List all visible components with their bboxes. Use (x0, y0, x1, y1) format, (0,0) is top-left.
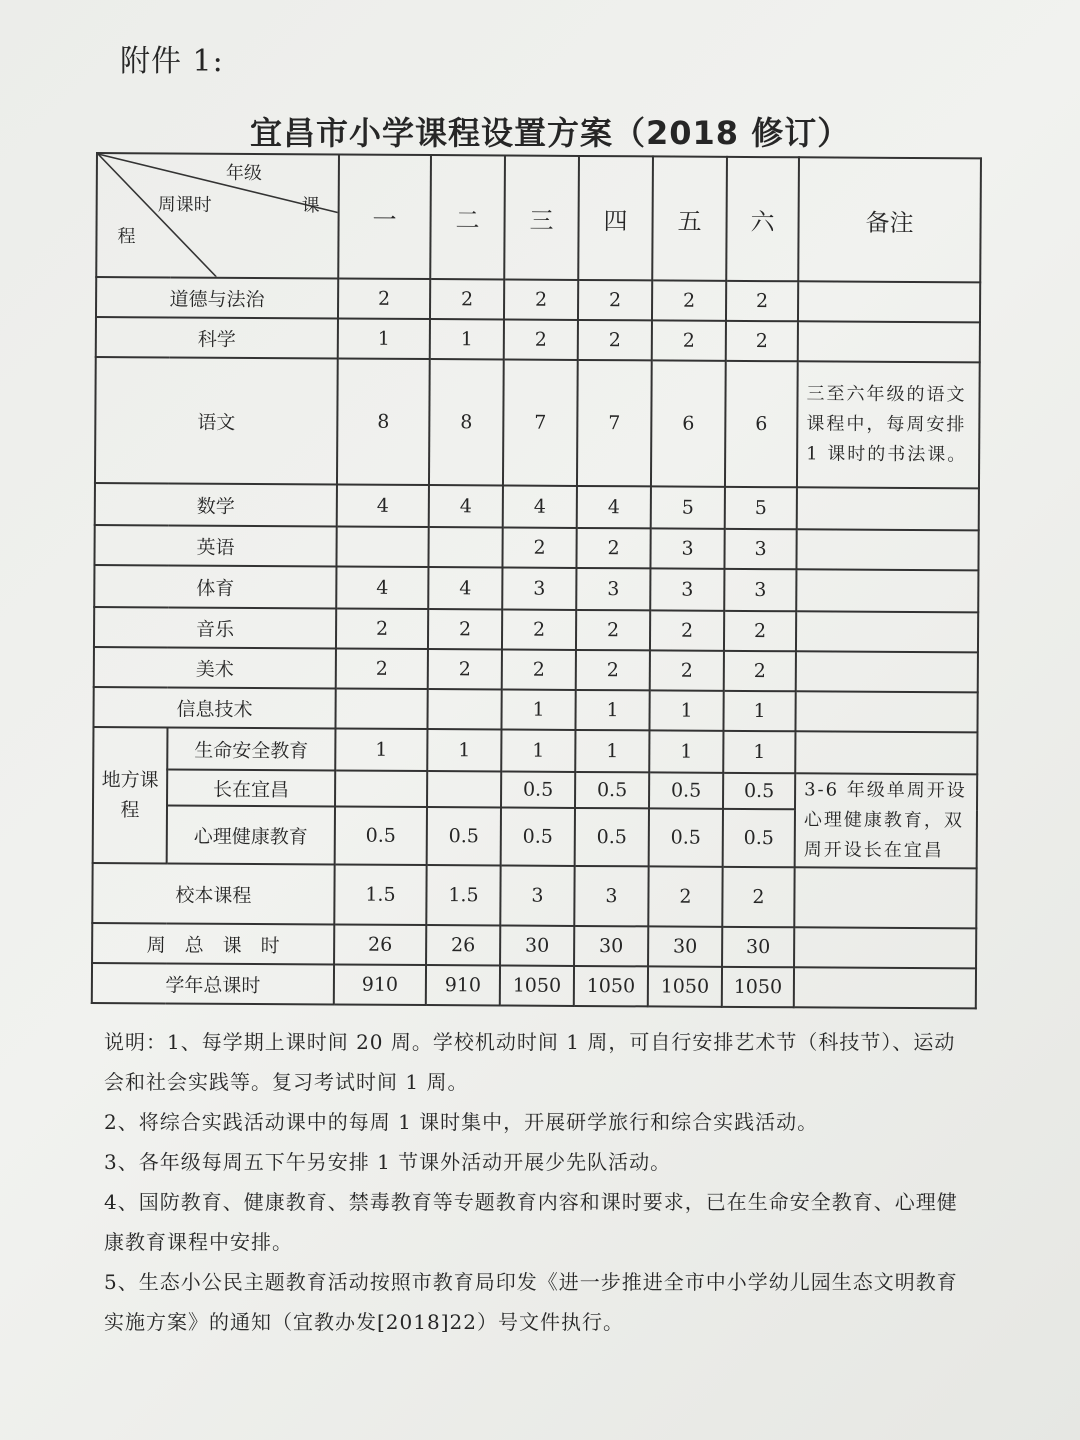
table-row (95, 357, 980, 488)
hours-cell: 2 (578, 320, 652, 360)
hours-cell: 3 (502, 567, 576, 609)
course-name: 生命安全教育 (167, 727, 335, 770)
remark-cell (798, 321, 980, 362)
hours-cell: 4 (429, 485, 503, 527)
local-course-group-label: 地方课程 (93, 727, 168, 863)
total-cell: 30 (500, 925, 574, 965)
total-cell: 1050 (648, 966, 722, 1006)
hours-cell: 2 (336, 608, 428, 649)
table-row (94, 565, 978, 612)
table-row (93, 769, 977, 810)
remark-header: 备注 (798, 157, 981, 282)
hours-cell: 4 (503, 485, 577, 527)
course-name: 长在宜昌 (167, 769, 335, 806)
hours-cell: 2 (722, 867, 794, 927)
annual-total-row (92, 963, 976, 1008)
hours-cell: 2 (430, 279, 504, 319)
hours-cell (428, 527, 502, 567)
table-row (96, 277, 980, 322)
hours-cell (335, 770, 427, 807)
hours-cell: 2 (576, 650, 650, 690)
total-cell: 26 (426, 925, 500, 965)
grade-5-header: 五 (652, 156, 727, 280)
grade-6-header: 六 (726, 157, 799, 281)
course-name: 道德与法治 (96, 277, 338, 318)
remark-cell (794, 867, 976, 928)
corner-header-cell (96, 153, 339, 278)
hours-cell: 1.5 (426, 865, 500, 925)
course-name: 语文 (95, 357, 338, 484)
total-cell: 1050 (500, 965, 574, 1005)
hours-cell: 5 (651, 486, 725, 528)
course-name: 数学 (95, 483, 337, 526)
grade-3-header: 三 (504, 155, 579, 279)
hours-cell: 2 (578, 280, 652, 320)
note-item: 4、国防教育、健康教育、禁毒教育等专题教育内容和课时要求，已在生命安全教育、心理健康教育课程中安排。 (104, 1190, 958, 1254)
hours-cell: 4 (428, 567, 502, 609)
hours-cell: 0.5 (501, 771, 575, 807)
course-name: 体育 (94, 565, 336, 608)
hours-cell: 2 (504, 279, 578, 319)
hours-cell: 2 (652, 320, 726, 360)
hours-cell: 3 (650, 568, 724, 610)
note-item: 2、将综合实践活动课中的每周 1 课时集中，开展研学旅行和综合实践活动。 (104, 1110, 819, 1134)
hours-cell: 2 (724, 651, 796, 691)
hours-cell: 3 (724, 569, 796, 611)
hours-cell: 1 (430, 319, 504, 359)
total-cell: 26 (334, 924, 426, 965)
table-row (93, 687, 977, 732)
remark-cell (794, 927, 976, 968)
remark-cell (796, 569, 978, 612)
hours-cell: 2 (502, 609, 576, 649)
remark-cell (796, 651, 978, 692)
hours-cell: 2 (504, 319, 578, 359)
course-name: 信息技术 (93, 687, 335, 728)
remark-local: 3-6 年级单周开设心理健康教育，双周开设长在宜昌 (795, 773, 978, 868)
course-name: 校本课程 (92, 863, 334, 924)
hours-cell: 4 (337, 484, 429, 527)
remark-cell (795, 691, 977, 732)
total-cell: 30 (722, 927, 794, 967)
table-row (94, 525, 978, 570)
hours-cell (336, 526, 428, 567)
remark-cell (797, 487, 979, 530)
table-row (95, 483, 979, 530)
table-row (96, 317, 980, 362)
hours-cell: 0.5 (575, 808, 649, 866)
note-item: 说明：1、每学期上课时间 20 周。学校机动时间 1 周，可自行安排艺术节（科技节）、运动会和社会实践等。复习考试时间 1 周。 (104, 1030, 956, 1094)
course-name: 英语 (94, 525, 336, 566)
corner-ke-label: 课 (301, 195, 320, 217)
table-row (92, 863, 976, 928)
corner-grade-label: 年级 (225, 162, 262, 185)
hours-cell: 0.5 (501, 807, 575, 865)
hours-cell: 5 (725, 487, 797, 529)
hours-cell: 2 (502, 649, 576, 689)
page-title: 宜昌市小学课程设置方案（2018 修订） (250, 114, 851, 152)
curriculum-table (91, 152, 982, 1009)
remark-cell (795, 731, 977, 774)
hours-cell: 7 (577, 360, 652, 486)
attachment-label: 附件 1: (120, 44, 224, 79)
course-name: 美术 (94, 647, 336, 688)
hours-cell: 0.5 (335, 806, 427, 865)
course-name: 音乐 (94, 607, 336, 648)
grade-1-header: 一 (338, 154, 431, 279)
hours-cell: 2 (650, 610, 724, 650)
hours-cell: 4 (336, 566, 428, 609)
hours-cell: 2 (502, 527, 576, 567)
note-item: 3、各年级每周五下午另安排 1 节课外活动开展少先队活动。 (104, 1150, 672, 1174)
weekly-total-row (92, 923, 976, 968)
hours-cell: 2 (724, 611, 796, 651)
annual-total-label: 学年总课时 (92, 963, 334, 1004)
hours-cell: 2 (428, 609, 502, 649)
hours-cell (427, 771, 501, 807)
hours-cell: 8 (429, 359, 504, 485)
note-item: 5、生态小公民主题教育活动按照市教育局印发《进一步推进全市中小学幼儿园生态文明教育实施方案》的通知（宜教办发[2018]22）号文件执行。 (104, 1270, 958, 1334)
course-name: 科学 (96, 317, 338, 358)
hours-cell: 2 (576, 610, 650, 650)
remark-cell (796, 529, 978, 570)
hours-cell (335, 688, 427, 729)
hours-cell: 3 (724, 529, 796, 569)
hours-cell: 6 (725, 361, 798, 487)
grade-4-header: 四 (578, 156, 653, 280)
total-cell: 30 (648, 926, 722, 966)
hours-cell: 0.5 (723, 773, 795, 809)
hours-cell: 2 (338, 278, 430, 319)
hours-cell: 4 (577, 486, 651, 528)
hours-cell: 1 (649, 730, 723, 772)
total-cell: 910 (426, 965, 500, 1005)
explanation-notes (104, 1022, 964, 1342)
hours-cell: 2 (336, 648, 428, 689)
total-cell: 1050 (722, 967, 794, 1007)
hours-cell: 2 (652, 280, 726, 320)
hours-cell: 1.5 (334, 864, 426, 925)
hours-cell: 2 (576, 528, 650, 568)
hours-cell: 0.5 (649, 772, 723, 808)
hours-cell: 1 (427, 729, 501, 771)
corner-hours-label: 周课时 (157, 194, 212, 216)
corner-cheng-label: 程 (117, 226, 136, 248)
weekly-total-label: 周 总 课 时 (92, 923, 334, 964)
hours-cell (427, 689, 501, 729)
hours-cell: 7 (503, 359, 578, 485)
hours-cell: 0.5 (575, 772, 649, 808)
hours-cell: 0.5 (723, 809, 795, 867)
remark-cell (798, 281, 980, 322)
hours-cell: 1 (501, 729, 575, 771)
hours-cell: 0.5 (427, 807, 501, 865)
hours-cell: 6 (651, 360, 726, 486)
hours-cell: 2 (726, 281, 798, 321)
table-row (94, 607, 978, 652)
hours-cell: 1 (335, 728, 427, 771)
total-cell: 910 (334, 964, 426, 1005)
hours-cell: 3 (574, 866, 648, 926)
total-cell: 1050 (574, 966, 648, 1006)
hours-cell: 8 (337, 358, 430, 485)
hours-cell: 1 (723, 691, 795, 731)
grade-2-header: 二 (430, 155, 505, 279)
hours-cell: 1 (501, 689, 575, 729)
table-row (93, 727, 977, 774)
hours-cell: 2 (726, 321, 798, 361)
hours-cell: 1 (575, 730, 649, 772)
hours-cell: 1 (723, 731, 795, 773)
total-cell: 30 (574, 926, 648, 966)
remark-cell (794, 967, 976, 1008)
hours-cell: 0.5 (649, 808, 723, 866)
hours-cell: 2 (648, 866, 722, 926)
remark-chinese: 三至六年级的语文课程中，每周安排 1 课时的书法课。 (797, 361, 980, 488)
course-name: 心理健康教育 (167, 805, 335, 864)
header-row (96, 153, 981, 282)
hours-cell: 2 (650, 650, 724, 690)
hours-cell: 3 (576, 568, 650, 610)
table-row (94, 647, 978, 692)
hours-cell: 1 (338, 318, 430, 359)
hours-cell: 3 (650, 528, 724, 568)
hours-cell: 1 (575, 690, 649, 730)
hours-cell: 2 (428, 649, 502, 689)
remark-cell (796, 611, 978, 652)
hours-cell: 1 (649, 690, 723, 730)
hours-cell: 3 (500, 865, 574, 925)
